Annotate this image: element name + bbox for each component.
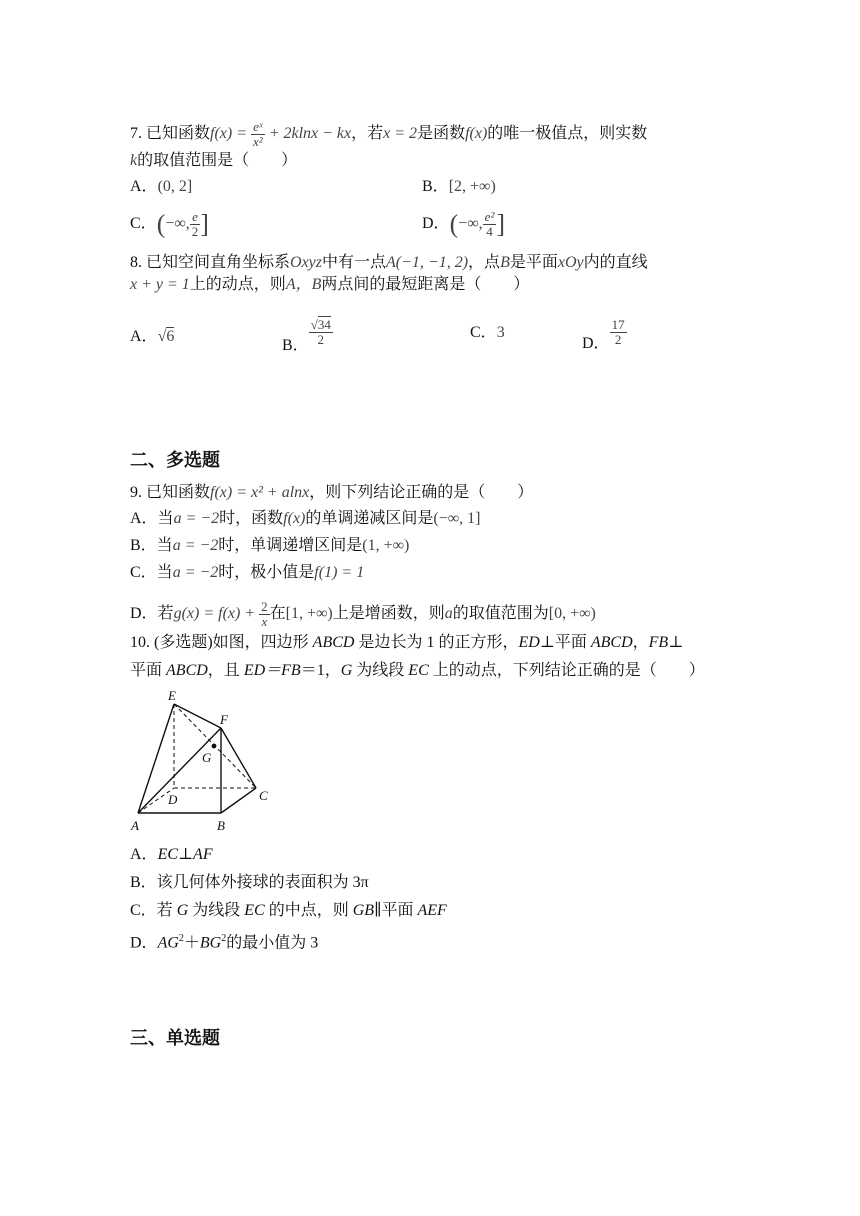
q8-stem-line2: x + y = 1上的动点，则A，B两点间的最短距离是（ ）: [130, 276, 530, 293]
q8-stem-line1: 8. 已知空间直角坐标系Oxyz中有一点A(−1, −1, 2)，点B是平面xOy内的直线: [130, 254, 648, 271]
q10-option-b: B．该几何体外接球的表面积为 3π: [130, 874, 369, 891]
figure-label-A: A: [131, 818, 139, 833]
q10-option-a: A．EC⊥AF: [130, 846, 213, 863]
section-heading-single-choice: 三、单选题: [130, 1028, 220, 1049]
q7-option-c: C．(−∞, $\frac{e}{2}$ ]: [130, 209, 209, 239]
figure-label-D: D: [168, 792, 178, 807]
figure-label-C: C: [259, 788, 268, 803]
q7-option-b: B．[2, +∞): [422, 178, 496, 195]
q9-option-d: D．若g(x) = f(x) + $\frac{2}{x}$ 在[1, +∞)上是增函数，则a的取值范围为[0, +∞): [130, 599, 596, 629]
figure-label-G: G: [202, 750, 212, 765]
q10-stem-line2: 平面 ABCD，且 ED＝FB＝1，G 为线段 EC 上的动点，下列结论正确的是（ ）: [130, 662, 705, 679]
q10-stem-line1: 10. (多选题)如图，四边形 ABCD 是边长为 1 的正方形，ED⊥平面 ABCD，FB⊥: [130, 634, 684, 651]
q8-option-b: B． $\frac{√34}{2}$: [282, 317, 331, 355]
q7-number: 7.: [130, 125, 142, 143]
q9-option-c: C．当a = −2时，极小值是f(1) = 1: [130, 564, 365, 581]
q8-option-a: A．√6: [130, 328, 175, 345]
figure-label-E: E: [168, 688, 176, 703]
q9-number: 9.: [130, 484, 142, 501]
q10-geometry-figure: [128, 686, 288, 836]
q10-option-d: D．$AG^2+BG^2$的最小值为 3: [130, 933, 319, 952]
q8-option-d: D． $\frac{17}{2}$: [582, 317, 625, 353]
figure-label-F: F: [220, 712, 228, 727]
q7-fraction: $\frac{\text{eˣ}}{\text{x²}}$: [253, 119, 263, 149]
q10-option-c: C．若 G 为线段 EC 的中点，则 GB∥平面 AEF: [130, 902, 447, 919]
q7-stem-line2: k的取值范围是（ ）: [130, 152, 298, 169]
q7-option-a: A．(0, 2]: [130, 178, 193, 195]
q9-option-a: A．当a = −2时，函数f(x)的单调递减区间是(−∞, 1]: [130, 510, 481, 527]
q8-number: 8.: [130, 254, 142, 271]
q9-option-b: B．当a = −2时，单调递增区间是(1, +∞): [130, 537, 410, 554]
q7-f-expr: f(x) =: [210, 125, 252, 143]
section-heading-multi-choice: 二、多选题: [130, 450, 220, 471]
q7-option-d: D．(−∞, $\frac{\text{e²}}{4}$ ]: [422, 209, 506, 239]
figure-label-B: B: [217, 818, 225, 833]
q8-option-c: C．3: [470, 324, 505, 341]
q9-stem: 9. 已知函数f(x) = x² + alnx，则下列结论正确的是（ ）: [130, 484, 534, 501]
q7-stem-line1: 7. 已知函数f(x) = $\frac{\text{eˣ}}{\text{x²}}$ + 2klnx − kx，若x = 2是函数f(x)的唯一极值点，则实数: [130, 119, 648, 149]
